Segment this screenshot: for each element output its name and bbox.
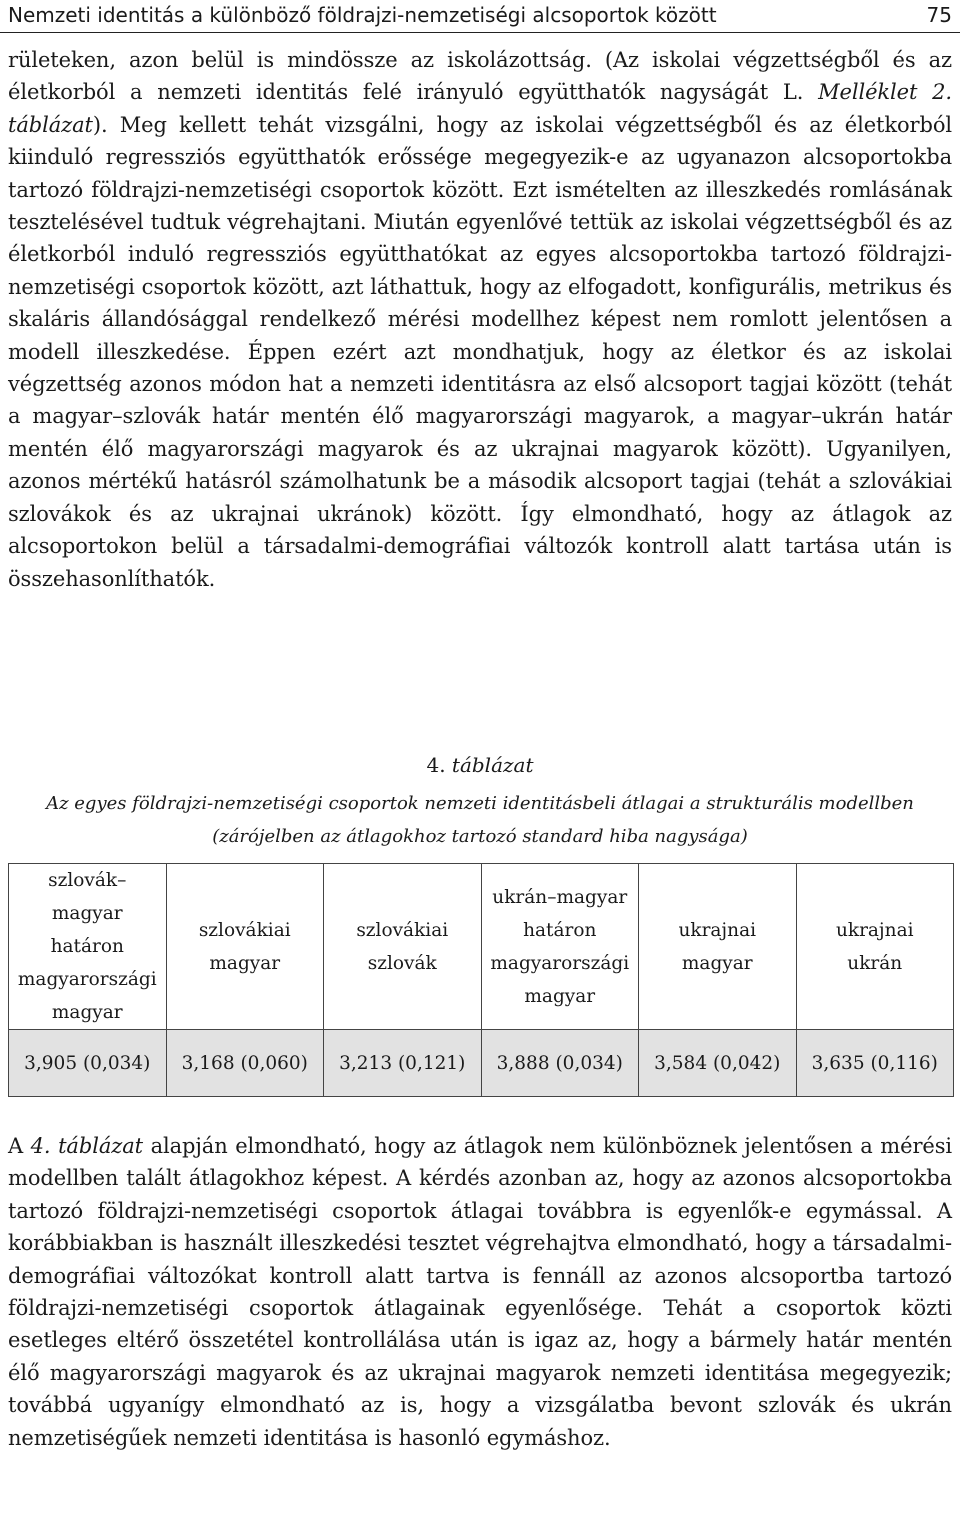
header-line: határon <box>523 919 597 941</box>
body-paragraph-1 <box>8 44 952 595</box>
header-line: ukrán–magyar <box>492 886 628 908</box>
header-rule <box>0 32 960 33</box>
paragraph-text: rületeken, azon belül is mindössze az iskolázottság. (Az iskolai végzettségből és az életkorból a nemzeti identitás felé irányuló együtthatók nagyságát L. <box>8 48 952 105</box>
column-header <box>796 864 954 1030</box>
appendix-reference: Melléklet 2. táblázat <box>8 80 952 137</box>
table-title: Az egyes földrajzi-nemzetiségi csoportok nemzeti identitásbeli átlagai a strukturális modellben <box>46 793 914 814</box>
header-line: szlovákiai <box>198 919 291 941</box>
table-subtitle: (zárójelben az átlagokhoz tartozó standard hiba nagysága) <box>212 826 748 847</box>
header-line: magyarországi <box>490 952 630 974</box>
column-header <box>639 864 797 1030</box>
paragraph-text: ). Meg kellett tehát vizsgálni, hogy az iskolai végzettségből és az életkorból kiinduló regressziós együtthatók erőssége megegyezik-e az ugyanazon alcsoportokba tartozó földrajzi-nemzetiségi csoportok között. Ezt ismételten az illeszkedés romlásának tesztelésével tudtuk végrehajtani. Miután egyenlővé tettük az iskolai végzettségből és az életkorból induló regressziós együtthatókat az egyes alcsoportokba tartozó földrajzi-nemzetiségi csoportok között, azt láthattuk, hogy az elfogadott, konfigurális, metrikus és skaláris állandósággal rendelkező mérési modellhez képest nem romlott jelentősen a modell illeszkedése. Éppen ezért azt mondhatjuk, hogy az életkor és az iskolai végzettség azonos módon hat a nemzeti identitásra az első alcsoport tagjai között (tehát a magyar–szlovák határ mentén élő magyarországi magyarok, a magyar–ukrán határ mentén élő magyarországi magyarok és az ukrajnai magyarok között). Ugyanilyen, azonos mértékű hatásról számolhatunk be a második alcsoport tagjai (tehát a szlovákiai szlovákok és az ukrajnai ukránok) között. Így elmondható, hogy az átlagok az alcsoportokon belül a társadalmi-demográfiai változók kontroll alatt tartása után is összehasonlíthatók. <box>8 112 952 591</box>
column-header <box>166 864 324 1030</box>
running-title: Nemzeti identitás a különböző földrajzi-nemzetiségi alcsoportok között <box>8 3 717 27</box>
paragraph-lead: A <box>8 1134 24 1158</box>
table-header-row <box>9 864 954 1030</box>
page-number: 75 <box>926 3 952 27</box>
table-cell: 3,584 (0,042) <box>639 1030 797 1097</box>
column-header <box>9 864 167 1030</box>
header-line: szlovákiai <box>356 919 449 941</box>
means-table <box>8 863 954 1097</box>
running-header <box>8 0 952 30</box>
table-reference: 4. táblázat <box>30 1134 143 1158</box>
table-cell: 3,635 (0,116) <box>796 1030 954 1097</box>
paragraph-text: alapján elmondható, hogy az átlagok nem különböznek jelentősen a mérési modellben talált átlagokhoz képest. A kérdés azonban az, hogy az azonos alcsoportokba tartozó földrajzi-nemzetiségi csoportok átlagai továbbra is egyenlők-e egymással. A korábbiakban is használt illeszkedési tesztet végrehajtva elmondható, hogy a társadalmi-demográfiai változókat kontroll alatt tartva is fennáll az azonos alcsoportba tartozó földrajzi-nemzetiségi csoportok átlagainak egyenlősége. Tehát a csoportok közti esetleges eltérő összetétel kontrollálása után is igaz az, hogy a bármely határ mentén élő magyarországi magyarok és az ukrajnai magyarok nemzeti identitása megegyezik; továbbá ugyanígy elmondható az is, hogy a vizsgálatba bevont szlovák és ukrán nemzetiségűek nemzeti identitása is hasonló egymáshoz. <box>8 1134 953 1450</box>
column-header <box>481 864 639 1030</box>
header-line: ukrajnai <box>678 919 757 941</box>
header-line: szlovák–magyar <box>48 870 127 924</box>
header-line: magyar <box>524 985 596 1007</box>
header-line: ukrán <box>847 952 903 974</box>
header-line: magyarországi <box>17 969 157 990</box>
header-line: ukrajnai <box>835 919 914 941</box>
table-cell: 3,905 (0,034) <box>9 1030 167 1097</box>
header-line: magyar <box>51 1002 123 1023</box>
header-line: szlovák <box>367 952 437 974</box>
table-row <box>9 1030 954 1097</box>
table-cell: 3,213 (0,121) <box>324 1030 482 1097</box>
table-cell: 3,168 (0,060) <box>166 1030 324 1097</box>
header-line: határon <box>50 936 124 957</box>
table-cell: 3,888 (0,034) <box>481 1030 639 1097</box>
column-header <box>324 864 482 1030</box>
table-number <box>0 753 960 777</box>
body-paragraph-2 <box>8 1130 952 1454</box>
table-caption <box>0 787 960 853</box>
header-line: magyar <box>209 952 281 974</box>
table-number-word: táblázat <box>451 753 534 777</box>
table-number-digit: 4. <box>426 753 446 777</box>
header-line: magyar <box>681 952 753 974</box>
